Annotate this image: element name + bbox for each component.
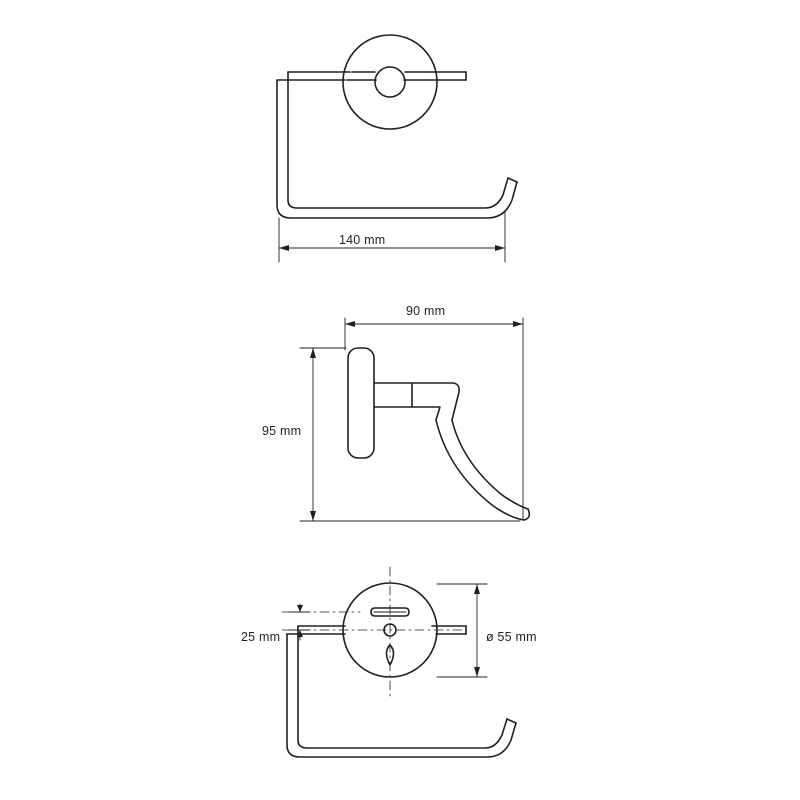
arrow-140-right bbox=[495, 245, 505, 251]
front-view-geometry bbox=[277, 35, 517, 218]
dimension-label-25: 25 mm bbox=[241, 630, 281, 644]
dimension-95 bbox=[300, 348, 520, 521]
plate-view-geometry bbox=[287, 583, 516, 757]
dimension-label-95: 95 mm bbox=[262, 424, 302, 438]
arrow-95-top bbox=[310, 348, 316, 358]
side-wall-plate bbox=[348, 348, 374, 458]
front-bracket-outer bbox=[277, 80, 517, 218]
arrow-d55-bottom bbox=[474, 667, 480, 677]
side-arm-bottom bbox=[412, 407, 440, 420]
arrow-90-left bbox=[345, 321, 355, 327]
arrow-95-bottom bbox=[310, 511, 316, 521]
front-bracket-inner bbox=[288, 72, 508, 208]
arrow-25-top bbox=[297, 605, 303, 612]
side-stem bbox=[374, 383, 412, 407]
arrow-90-right bbox=[513, 321, 523, 327]
front-hook-tip bbox=[508, 178, 517, 182]
plate-hook-tip bbox=[507, 719, 516, 723]
side-hook-tip bbox=[524, 509, 529, 520]
dimension-140 bbox=[279, 212, 505, 262]
plate-bracket-outer bbox=[287, 634, 516, 757]
dimension-d55 bbox=[437, 584, 487, 677]
side-arm-top bbox=[412, 383, 459, 420]
arrow-d55-top bbox=[474, 584, 480, 594]
dimension-label-90: 90 mm bbox=[406, 304, 446, 318]
arrow-140-left bbox=[279, 245, 289, 251]
side-hook-upper bbox=[452, 420, 528, 509]
side-hook-lower bbox=[436, 420, 524, 520]
side-view-geometry bbox=[348, 348, 529, 520]
dimension-label-140: 140 mm bbox=[339, 233, 386, 247]
dimension-label-diameter-55: ø 55 mm bbox=[486, 630, 537, 644]
front-wall-plate-circle bbox=[343, 35, 437, 129]
front-wall-plate-boss bbox=[375, 67, 405, 97]
plate-bracket-inner bbox=[298, 626, 507, 748]
